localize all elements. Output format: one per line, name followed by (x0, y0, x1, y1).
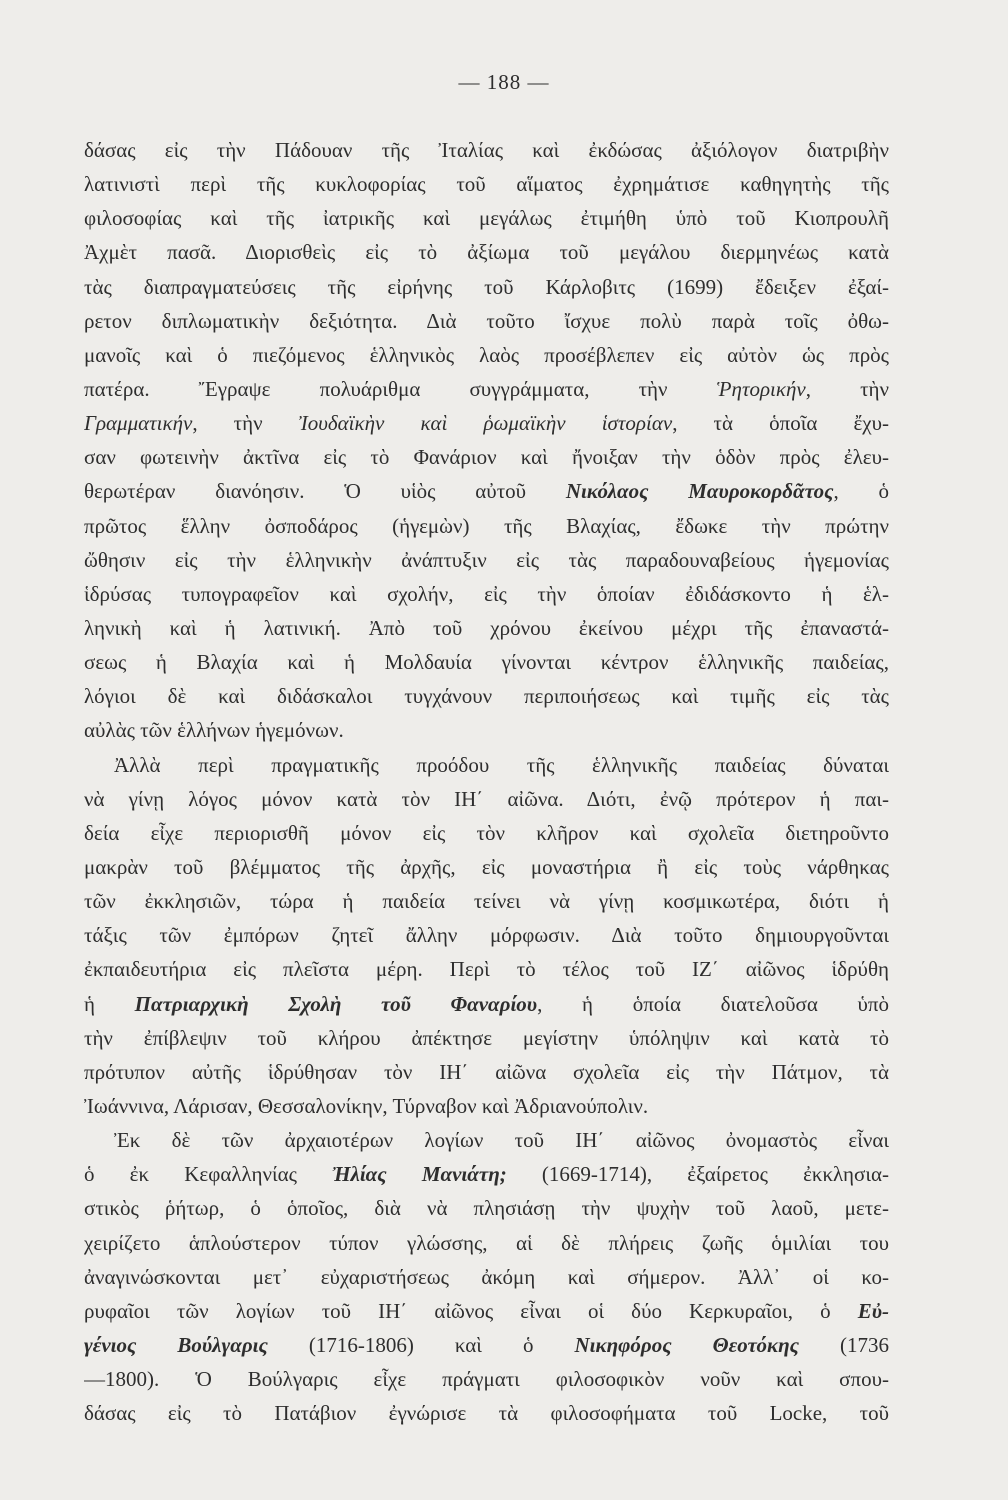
text-line (84, 918, 889, 952)
text-run: τάξις τῶν ἐμπόρων ζητεῖ ἄλλην μόρφωσιν. Διὰ τοῦτο δημιουργοῦνται (84, 923, 889, 948)
text-run: μακρὰν τοῦ βλέμματος τῆς ἀρχῆς, εἰς μοναστήρια ἢ εἰς τοὺς νάρθηκας (84, 854, 889, 879)
text-run: Ἐκ δὲ τῶν ἀρχαιοτέρων λογίων τοῦ ΙΗ΄ αἰῶνος ὀνομαστὸς εἶναι (114, 1128, 889, 1153)
text-line (84, 1328, 889, 1362)
text-run: (1736 (798, 1332, 889, 1357)
italic-title: Ἰουδαϊκὴν καὶ ῥωμαϊκὴν ἱστορίαν (298, 411, 673, 436)
text-run: τὴν ἐπίβλεψιν τοῦ κλήρου ἀπέκτησε μεγίστην ὑπόληψιν καὶ κατὰ τὸ (84, 1025, 889, 1050)
text-line (84, 133, 889, 167)
text-run: δάσας εἰς τὸ Πατάβιον ἐγνώρισε τὰ φιλοσοφήματα τοῦ Locke, τοῦ (84, 1401, 889, 1426)
text-line (84, 474, 889, 508)
text-line (84, 338, 889, 372)
bold-name: Εὐ- (857, 1298, 889, 1323)
bold-name: Πατριαρχικὴ Σχολὴ τοῦ Φαναρίου (134, 991, 538, 1016)
text-run: ἱδρύσας τυπογραφεῖον καὶ σχολήν, εἰς τὴν ὁποίαν ἐδιδάσκοντο ἡ ἑλ- (84, 581, 889, 606)
text-line (84, 1157, 889, 1191)
bold-name: Νικηφόρος Θεοτόκης (574, 1332, 799, 1357)
text-run: φιλοσοφίας καὶ τῆς ἰατρικῆς καὶ μεγάλως ἐτιμήθη ὑπὸ τοῦ Κιοπρουλῆ (84, 206, 889, 231)
italic-title: Γραμματικήν (84, 411, 193, 436)
text-line (84, 201, 889, 235)
text-run: τῶν ἐκκλησιῶν, τώρα ἡ παιδεία τείνει νὰ γίνῃ κοσμικωτέρα, διότι ἡ (84, 889, 889, 914)
text-line (84, 1362, 889, 1396)
text-line (84, 816, 889, 850)
text-line (84, 782, 889, 816)
text-line (84, 679, 889, 713)
text-line (84, 1294, 889, 1328)
body-text (84, 133, 889, 1430)
text-run: μανοῖς καὶ ὁ πιεζόμενος ἑλληνικὸς λαὸς προσέβλεπεν εἰς αὐτὸν ὡς πρὸς (84, 342, 889, 367)
text-line (84, 440, 889, 474)
text-run: ληνικὴ καὶ ἡ λατινική. Ἀπὸ τοῦ χρόνου ἐκείνου μέχρι τῆς ἐπαναστά- (84, 615, 889, 640)
text-line (84, 167, 889, 201)
text-run: , ὁ (833, 479, 889, 504)
text-line (84, 1191, 889, 1225)
text-line (84, 884, 889, 918)
text-run: (1716-1806) καὶ ὁ (267, 1332, 575, 1357)
text-line (84, 1021, 889, 1055)
text-line (84, 372, 889, 406)
bold-name: γένιος Βούλγαρις (84, 1332, 268, 1357)
text-run: ἀναγινώσκονται μετ᾽ εὐχαριστήσεως ἀκόμη καὶ σήμερον. Ἀλλ᾽ οἱ κο- (84, 1264, 889, 1289)
text-run: ὤθησιν εἰς τὴν ἑλληνικὴν ἀνάπτυξιν εἰς τὰς παραδουναβείους ἡγεμονίας (84, 547, 889, 572)
text-run: χειρίζετο ἁπλούστερον τύπον γλώσσης, αἱ δὲ πλήρεις ζωῆς ὁμιλίαι του (84, 1230, 889, 1255)
bold-name: Ἠλίας Μανιάτη; (332, 1162, 507, 1187)
text-run: στικὸς ῥήτωρ, ὁ ὁποῖος, διὰ νὰ πλησιάσῃ τὴν ψυχὴν τοῦ λαοῦ, μετε- (84, 1196, 889, 1221)
text-run: Ἰωάννινα, Λάρισαν, Θεσσαλονίκην, Τύρναβον καὶ Ἀδριανούπολιν. (84, 1093, 649, 1118)
text-line (84, 952, 889, 986)
text-run: ὁ ἐκ Κεφαλληνίας (84, 1162, 333, 1187)
text-line (84, 1260, 889, 1294)
text-run: , τὰ ὁποῖα ἔχυ- (672, 411, 889, 436)
text-run: ἡ (84, 991, 135, 1016)
text-line (84, 1226, 889, 1260)
text-line (84, 645, 889, 679)
text-line (84, 1123, 889, 1157)
text-line (84, 577, 889, 611)
text-run: δάσας εἰς τὴν Πάδουαν τῆς Ἰταλίας καὶ ἐκδώσας ἀξιόλογον διατριβὴν (84, 138, 889, 162)
text-run: λατινιστὶ περὶ τῆς κυκλοφορίας τοῦ αἵματος ἐχρημάτισε καθηγητὴς τῆς (84, 172, 889, 197)
text-run: πατέρα. Ἔγραψε πολυάριθμα συγγράμματα, τὴν (84, 376, 717, 401)
italic-title: Ῥητορικήν (716, 376, 806, 401)
text-line (84, 1055, 889, 1089)
text-run: θερωτέραν διανόησιν. Ὁ υἱὸς αὐτοῦ (84, 479, 566, 504)
text-run: σαν φωτεινὴν ἀκτῖνα εἰς τὸ Φανάριον καὶ ἤνοιξαν τὴν ὁδὸν πρὸς ἐλευ- (84, 445, 889, 470)
text-run: Ἀλλὰ περὶ πραγματικῆς προόδου τῆς ἑλληνικῆς παιδείας δύναται (114, 752, 889, 777)
text-line (84, 304, 889, 338)
text-line (84, 748, 889, 782)
text-run: ἐκπαιδευτήρια εἰς πλεῖστα μέρη. Περὶ τὸ τέλος τοῦ ΙΖ΄ αἰῶνος ἱδρύθη (84, 957, 889, 982)
text-run: δεία εἶχε περιορισθῆ μόνον εἰς τὸν κλῆρον καὶ σχολεῖα διετηροῦντο (84, 820, 889, 845)
text-run: τὰς διαπραγματεύσεις τῆς εἰρήνης τοῦ Κάρλοβιτς (1699) ἔδειξεν ἐξαί- (84, 274, 889, 299)
text-run: , τὴν (192, 411, 299, 436)
text-run: (1669-1714), ἐξαίρετος ἐκκλησια- (506, 1162, 889, 1187)
text-line (84, 509, 889, 543)
page-number: — 188 — (458, 70, 550, 94)
text-line (84, 1396, 889, 1430)
text-line (84, 611, 889, 645)
text-line (84, 406, 889, 440)
text-run: ρυφαῖοι τῶν λογίων τοῦ ΙΗ΄ αἰῶνος εἶναι οἱ δύο Κερκυραῖοι, ὁ (84, 1298, 858, 1323)
text-run: ρετον διπλωματικὴν δεξιότητα. Διὰ τοῦτο ἴσχυε πολὺ παρὰ τοῖς ὀθω- (84, 308, 889, 333)
text-line (84, 543, 889, 577)
text-run: —1800). Ὁ Βούλγαρις εἶχε πράγματι φιλοσοφικὸν νοῦν καὶ σπου- (84, 1367, 889, 1392)
text-line (84, 850, 889, 884)
text-run: πρότυπον αὐτῆς ἱδρύθησαν τὸν ΙΗ΄ αἰῶνα σχολεῖα εἰς τὴν Πάτμον, τὰ (84, 1059, 889, 1084)
text-run: νὰ γίνῃ λόγος μόνον κατὰ τὸν ΙΗ΄ αἰῶνα. Διότι, ἐνῷ πρότερον ἡ παι- (84, 786, 889, 811)
text-run: σεως ἡ Βλαχία καὶ ἡ Μολδαυία γίνονται κέντρον ἑλληνικῆς παιδείας, (84, 650, 889, 675)
text-line (84, 270, 889, 304)
text-run: , ἡ ὁποία διατελοῦσα ὑπὸ (537, 991, 889, 1016)
text-run: Ἀχμὲτ πασᾶ. Διορισθεὶς εἰς τὸ ἀξίωμα τοῦ μεγάλου διερμηνέως κατὰ (84, 240, 889, 265)
text-run: λόγιοι δὲ καὶ διδάσκαλοι τυγχάνουν περιποιήσεως καὶ τιμῆς εἰς τὰς (84, 684, 889, 709)
bold-name: Νικόλαος Μαυροκορδᾶτος (565, 479, 834, 504)
text-run: αὐλὰς τῶν ἑλλήνων ἡγεμόνων. (84, 718, 344, 743)
text-line (84, 1089, 889, 1123)
text-line (84, 987, 889, 1021)
text-run: , τὴν (805, 376, 889, 401)
text-run: πρῶτος ἕλλην ὀσποδάρος (ἡγεμὼν) τῆς Βλαχίας, ἔδωκε τὴν πρώτην (84, 513, 889, 538)
text-line (84, 713, 889, 747)
text-line (84, 235, 889, 269)
